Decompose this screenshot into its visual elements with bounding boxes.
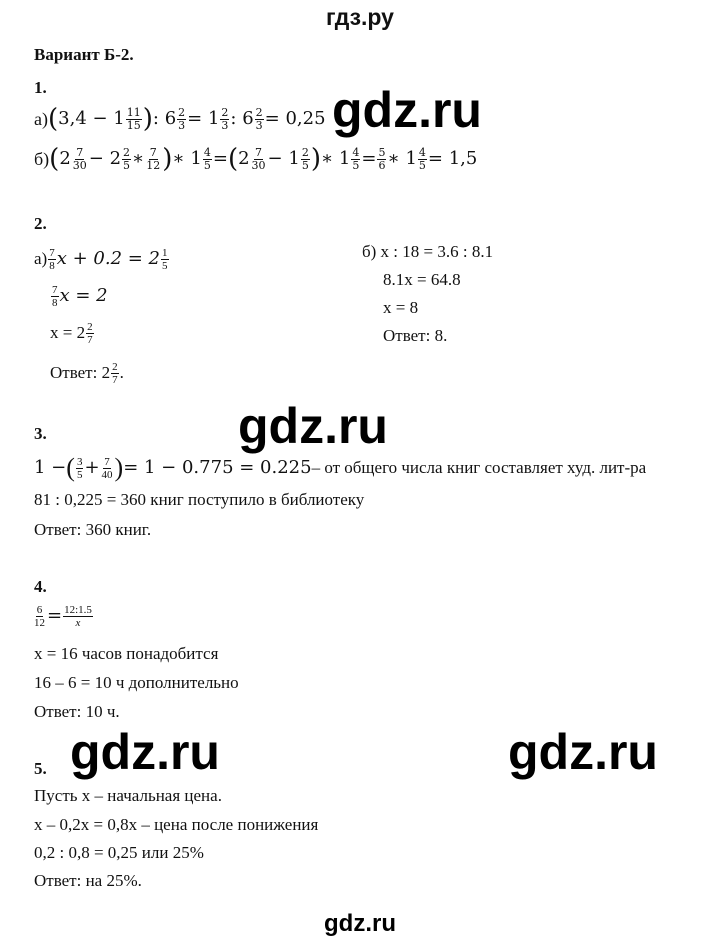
task-2b-line-3: x = 8 <box>383 298 419 317</box>
task-2a-line-3: x = 2 $\frac{2}{7}$ <box>50 320 93 346</box>
task-3-answer: Ответ: 360 книг. <box>34 520 152 539</box>
fraction: $\frac{4}{5}$ <box>203 145 211 172</box>
site-header: гдз.ру <box>326 4 394 30</box>
watermark-3: gdz.ru <box>70 724 220 780</box>
task-2b-line-2: 8.1x = 64.8 <box>383 270 461 289</box>
task-1-number: 1. <box>34 78 47 97</box>
task-4-line-3: 16 – 6 = 10 ч дополнительно <box>34 673 239 692</box>
task-5-line-1: Пусть x – начальная цена. <box>34 786 222 805</box>
fraction: $\frac{2}{3}$ <box>178 105 186 132</box>
fraction: $\frac{11}{15}$ <box>126 105 141 132</box>
fraction: $\frac{2}{5}$ <box>301 145 309 172</box>
task-4-number: 4. <box>34 577 47 596</box>
task-4-line-2: x = 16 часов понадобится <box>34 644 219 663</box>
task-1a-prefix: а) <box>34 109 48 129</box>
fraction: $\frac{3}{5}$ <box>76 455 83 481</box>
task-1b-equation: б) ( 2 $\frac{7}{30}$ − 2 $\frac{2}{5}$ ∗ $\frac{7}{12}$ ) ∗ 1 $\frac{4}{5}$ = ( 2 $\frac{7}{30}$ − 1 $\frac{2}{5}$ ) ∗ 1 $\frac{4}{5}$ = $\frac{5}{6}$ ∗ 1 $\frac{4}{5}$ = 1,5 <box>34 144 478 174</box>
task-5-answer: Ответ: на 25%. <box>34 871 142 890</box>
fraction: $\frac{2}{7}$ <box>87 320 93 346</box>
task-3-equation: 1 − ( $\frac{3}{5}$ + $\frac{7}{40}$ ) = 1 − 0.775 = 0.225 – от общего числа книг составляет худ. лит-ра <box>34 453 647 482</box>
fraction: $\frac{1}{5}$ <box>162 246 168 272</box>
fraction: $\frac{2}{3}$ <box>221 105 229 132</box>
fraction: $\frac{12:1.5}{x}$ <box>64 603 92 629</box>
fraction: $\frac{6}{12}$ <box>34 603 45 629</box>
task-3-line-2: 81 : 0,225 = 360 книг поступило в библиотеку <box>34 490 365 509</box>
fraction: $\frac{7}{8}$ <box>49 246 55 272</box>
task-1a-equation: а) ( 3,4 − 1 $\frac{11}{15}$ ) : 6 $\frac{2}{3}$ = 1 $\frac{2}{3}$ : 6 $\frac{2}{3}$ = 0,25 <box>34 104 326 134</box>
watermark-2: gdz.ru <box>238 398 388 454</box>
watermark-footer: gdz.ru <box>324 910 396 937</box>
task-4-answer: Ответ: 10 ч. <box>34 702 120 721</box>
fraction: $\frac{2}{3}$ <box>255 105 263 132</box>
task-2b-line-1: б) x : 18 = 3.6 : 8.1 <box>362 242 494 261</box>
fraction: $\frac{4}{5}$ <box>352 145 360 172</box>
fraction: $\frac{5}{6}$ <box>378 145 386 172</box>
task-4-proportion: $\frac{6}{12}$ = $\frac{12:1.5}{x}$ <box>34 603 92 629</box>
task-2-number: 2. <box>34 214 47 233</box>
task-2a-line-1: а) $\frac{7}{8}$ x + 0.2 = 2 $\frac{1}{5}$ <box>34 246 168 272</box>
task-5-number: 5. <box>34 759 47 778</box>
fraction: $\frac{2}{7}$ <box>112 360 118 386</box>
task-5-line-2: x – 0,2x = 0,8x – цена после понижения <box>34 815 319 834</box>
watermark-1: gdz.ru <box>326 80 488 140</box>
fraction: $\frac{7}{8}$ <box>52 283 58 309</box>
fraction: $\frac{7}{12}$ <box>146 145 161 172</box>
task-5-line-3: 0,2 : 0,8 = 0,25 или 25% <box>34 843 204 862</box>
task-3-number: 3. <box>34 424 47 443</box>
fraction: $\frac{7}{30}$ <box>251 145 266 172</box>
fraction: $\frac{4}{5}$ <box>418 145 426 172</box>
task-1b-prefix: б) <box>34 149 50 169</box>
fraction: $\frac{2}{5}$ <box>123 145 131 172</box>
page-title: Вариант Б-2. <box>34 45 134 64</box>
task-2a-answer: Ответ: 2 $\frac{2}{7}$ . <box>50 360 124 386</box>
task-2b-answer: Ответ: 8. <box>383 326 448 345</box>
fraction: $\frac{7}{30}$ <box>72 145 87 172</box>
task-2a-line-2: $\frac{7}{8}$ x = 2 <box>52 283 108 309</box>
watermark-4: gdz.ru <box>508 724 658 780</box>
fraction: $\frac{7}{40}$ <box>101 455 113 481</box>
